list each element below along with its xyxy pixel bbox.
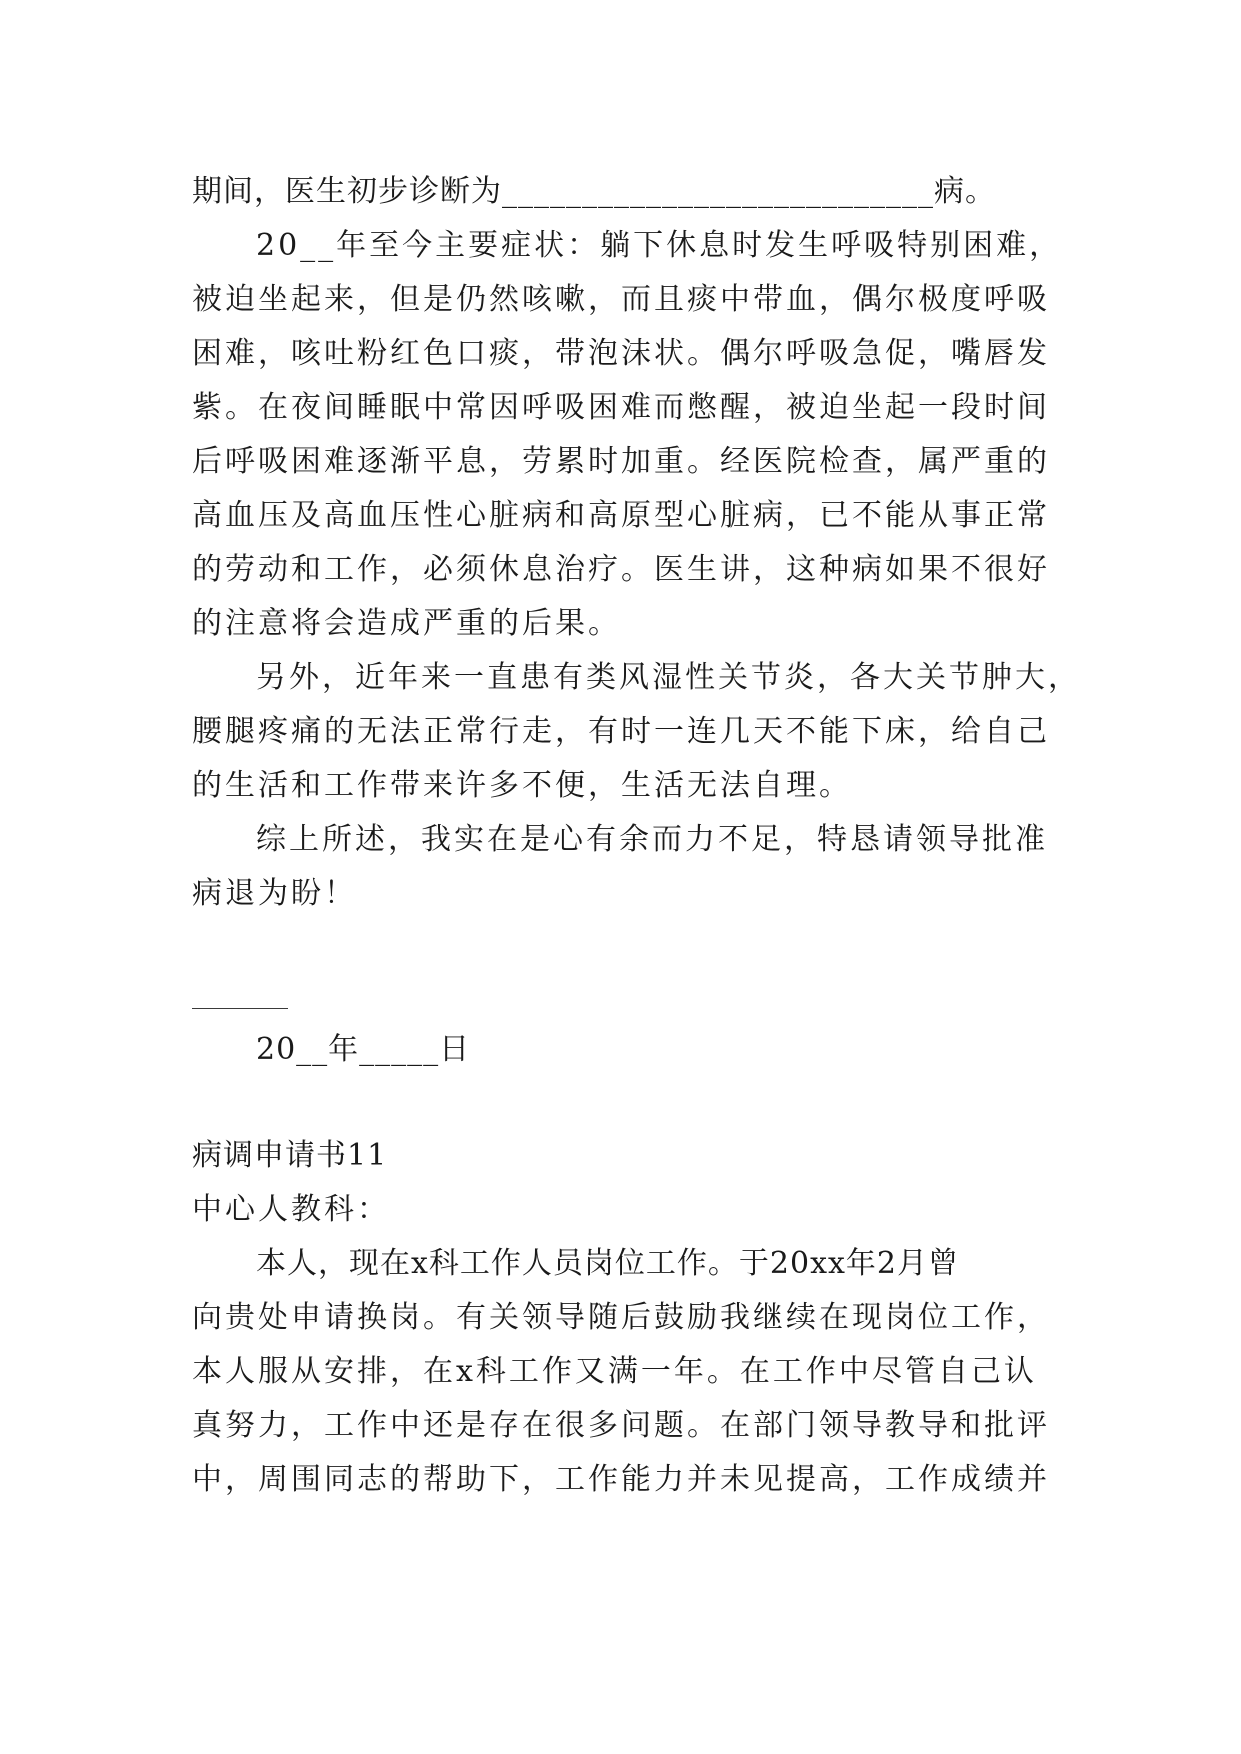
paragraph-line: 被迫坐起来，但是仍然咳嗽，而且痰中带血，偶尔极度呼吸: [192, 282, 1050, 317]
paragraph-line: 的注意将会造成严重的后果。: [192, 606, 621, 641]
paragraph-line: 期间，医生初步诊断为___________________________病。: [192, 174, 996, 209]
signature-line: [192, 1008, 288, 1009]
paragraph-line: 本人，现在x科工作人员岗位工作。于20xx年2月曾: [256, 1246, 960, 1281]
paragraph-line: 高血压及高血压性心脏病和高原型心脏病，已不能从事正常: [192, 498, 1050, 533]
paragraph-line: 本人服从安排，在x科工作又满一年。在工作中尽管自己认: [192, 1354, 1037, 1389]
paragraph-line: 20__年至今主要症状：躺下休息时发生呼吸特别困难，: [256, 228, 1063, 263]
paragraph-line: 紫。在夜间睡眠中常因呼吸困难而憋醒，被迫坐起一段时间: [192, 390, 1050, 425]
section-title: 病调申请书11: [192, 1138, 388, 1173]
date-line: 20__年_____日: [256, 1032, 471, 1067]
paragraph-line: 后呼吸困难逐渐平息，劳累时加重。经医院检查，属严重的: [192, 444, 1050, 479]
paragraph-line: 向贵处申请换岗。有关领导随后鼓励我继续在现岗位工作，: [192, 1300, 1050, 1335]
paragraph-line: 的劳动和工作，必须休息治疗。医生讲，这种病如果不很好: [192, 552, 1050, 587]
salutation: 中心人教科：: [192, 1192, 390, 1227]
paragraph-line: 病退为盼！: [192, 876, 357, 911]
paragraph-line: 另外，近年来一直患有类风湿性关节炎，各大关节肿大，: [256, 660, 1081, 695]
paragraph-line: 腰腿疼痛的无法正常行走，有时一连几天不能下床，给自己: [192, 714, 1050, 749]
paragraph-line: 真努力，工作中还是存在很多问题。在部门领导教导和批评: [192, 1408, 1050, 1443]
paragraph-line: 的生活和工作带来许多不便，生活无法自理。: [192, 768, 852, 803]
paragraph-line: 困难，咳吐粉红色口痰，带泡沫状。偶尔呼吸急促，嘴唇发: [192, 336, 1050, 371]
paragraph-line: 综上所述，我实在是心有余而力不足，特恳请领导批准: [256, 822, 1048, 857]
paragraph-line: 中，周围同志的帮助下，工作能力并未见提高，工作成绩并: [192, 1462, 1050, 1497]
